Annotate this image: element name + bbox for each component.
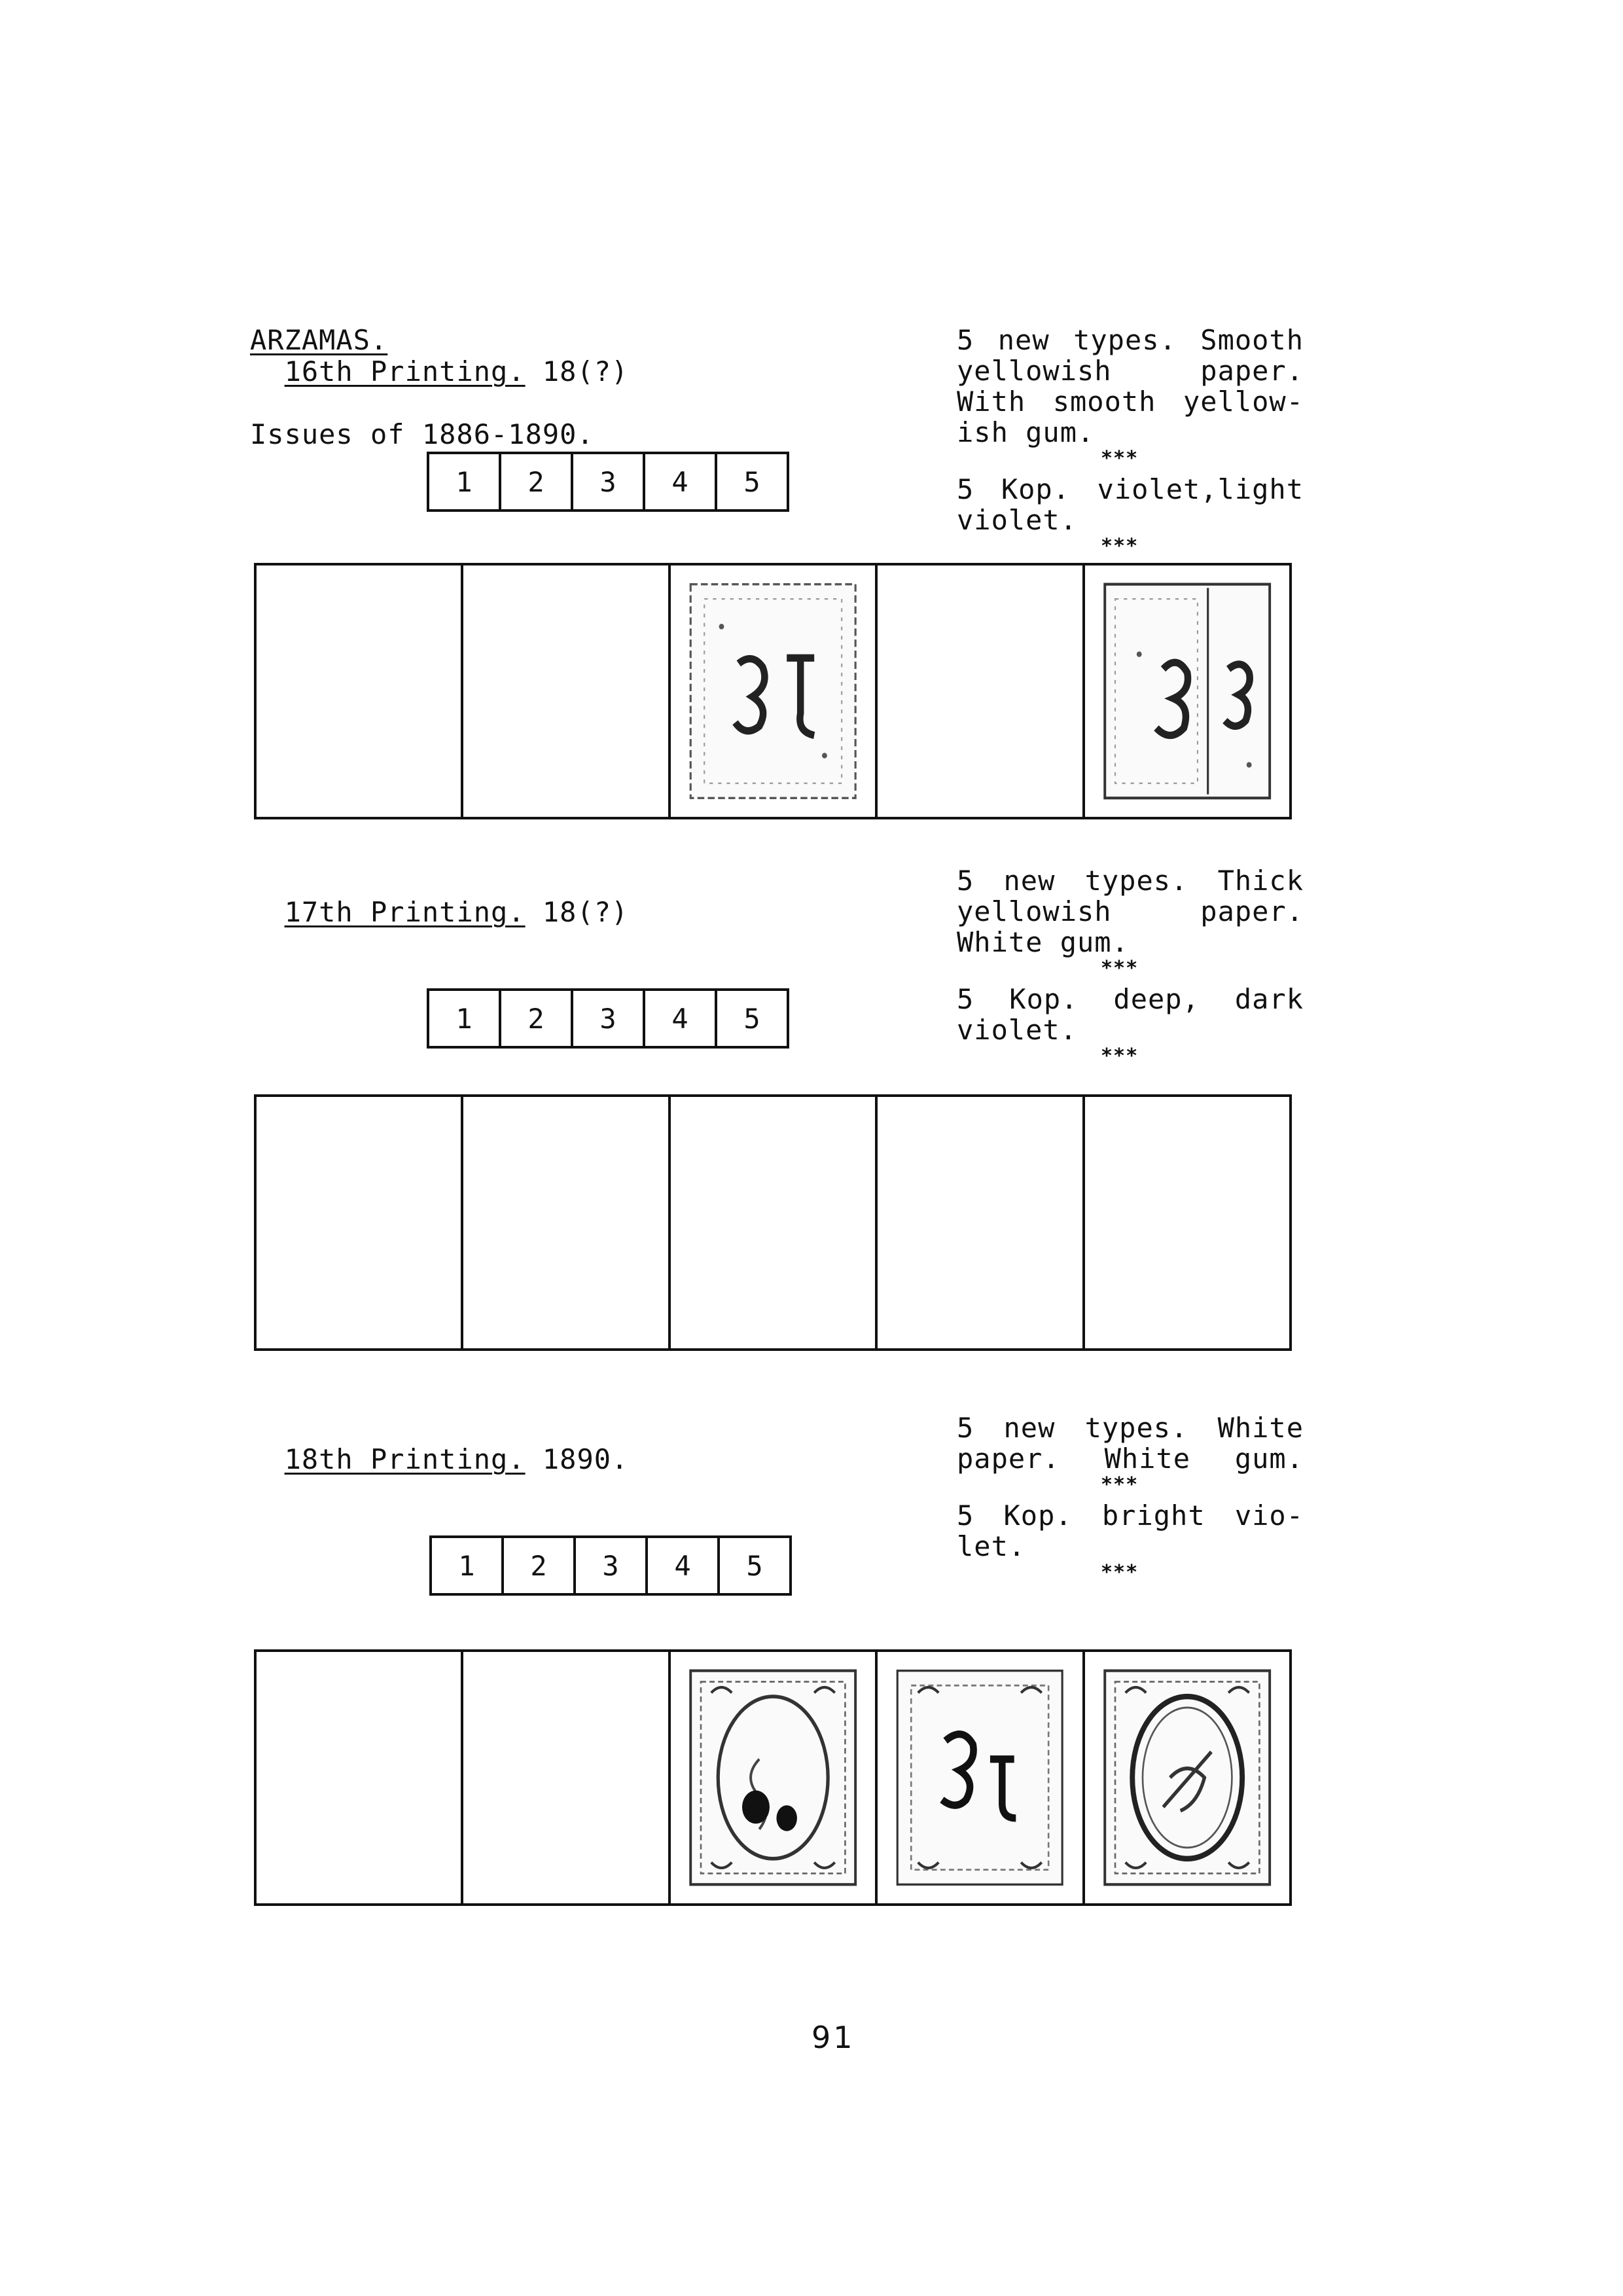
stamp-slot-5 bbox=[1085, 565, 1289, 817]
type-cell: 3 bbox=[573, 991, 645, 1046]
stamp-slot-2 bbox=[463, 1097, 670, 1348]
description-line: yellowish paper. bbox=[957, 355, 1304, 387]
type-number-box bbox=[427, 988, 789, 1049]
type-cell: 4 bbox=[645, 454, 717, 509]
description-line: ish gum. bbox=[957, 416, 1095, 448]
description-line: 5 new types. Smooth bbox=[957, 324, 1304, 356]
page-title: ARZAMAS. bbox=[250, 324, 388, 356]
stamp-strip-17th bbox=[254, 1094, 1292, 1351]
description-line: violet. bbox=[957, 504, 1078, 536]
page-subtitle: Issues of 1886-1890. bbox=[250, 418, 594, 450]
description-block-18th bbox=[957, 1412, 1304, 1584]
stamp-slot-4 bbox=[878, 1652, 1084, 1903]
stamp-slot-5 bbox=[1085, 1097, 1289, 1348]
description-line: let. bbox=[957, 1530, 1026, 1562]
stamp-strip-18th bbox=[254, 1649, 1292, 1906]
type-cell: 1 bbox=[429, 991, 501, 1046]
type-cell: 3 bbox=[576, 1538, 648, 1593]
description-line: With smooth yellow- bbox=[957, 386, 1304, 418]
type-cell: 5 bbox=[743, 1002, 760, 1035]
stamp-slot-1 bbox=[257, 565, 463, 817]
stamp-slot-5 bbox=[1085, 1652, 1289, 1903]
type-number-box bbox=[429, 1535, 792, 1596]
page-number: 91 bbox=[812, 2020, 855, 2055]
separator-stars: *** bbox=[1101, 957, 1139, 980]
stamp-slot-3 bbox=[671, 1652, 878, 1903]
printing-title: 16th Printing. bbox=[284, 355, 526, 387]
section-heading-17th bbox=[250, 865, 628, 928]
stamp-5-kop-icon bbox=[687, 581, 859, 802]
stamp-slot-2 bbox=[463, 565, 670, 817]
description-line: White gum. bbox=[957, 926, 1129, 958]
type-cell: 2 bbox=[501, 991, 573, 1046]
type-cell: 1 bbox=[429, 454, 501, 509]
description-line: yellowish paper. bbox=[957, 895, 1304, 927]
description-block-17th bbox=[957, 865, 1304, 1067]
description-line: 5 Kop. bright vio- bbox=[957, 1499, 1304, 1532]
printing-title: 18th Printing. bbox=[284, 1443, 526, 1475]
stamp-slot-4 bbox=[878, 565, 1084, 817]
stamp-slot-1 bbox=[257, 1097, 463, 1348]
separator-stars: *** bbox=[1101, 447, 1139, 470]
description-line: violet. bbox=[957, 1014, 1078, 1046]
type-cell: 5 bbox=[746, 1549, 763, 1582]
stamp-slot-2 bbox=[463, 1652, 670, 1903]
type-cell: 5 bbox=[743, 465, 760, 498]
separator-stars: *** bbox=[1101, 1473, 1139, 1496]
stamp-oval-icon bbox=[687, 1667, 859, 1888]
printing-date: 18(?) bbox=[542, 355, 629, 387]
type-number-box bbox=[427, 452, 789, 512]
type-cell: 3 bbox=[573, 454, 645, 509]
description-line: 5 Kop. deep, dark bbox=[957, 983, 1304, 1015]
stamp-5-kop-icon bbox=[894, 1667, 1065, 1888]
description-line: paper. White gum. bbox=[957, 1443, 1304, 1475]
printing-date: 18(?) bbox=[542, 896, 629, 928]
printing-date: 1890. bbox=[542, 1443, 629, 1475]
stamp-slot-1 bbox=[257, 1652, 463, 1903]
stamp-oval-icon bbox=[1101, 1667, 1273, 1888]
stamp-slot-4 bbox=[878, 1097, 1084, 1348]
stamp-pair-icon bbox=[1101, 581, 1273, 802]
type-cell: 2 bbox=[504, 1538, 576, 1593]
description-block-16th bbox=[957, 325, 1304, 558]
section-heading-18th bbox=[250, 1412, 628, 1475]
description-line: 5 new types. White bbox=[957, 1412, 1304, 1444]
stamp-slot-3 bbox=[671, 565, 878, 817]
stamp-strip-16th bbox=[254, 563, 1292, 819]
separator-stars: *** bbox=[1101, 1561, 1139, 1584]
type-cell: 4 bbox=[648, 1538, 720, 1593]
type-cell: 1 bbox=[432, 1538, 504, 1593]
separator-stars: *** bbox=[1101, 535, 1139, 558]
description-line: 5 Kop. violet,light bbox=[957, 473, 1304, 505]
description-line: 5 new types. Thick bbox=[957, 865, 1304, 897]
type-cell: 4 bbox=[645, 991, 717, 1046]
section-heading-16th bbox=[250, 325, 628, 387]
type-cell: 2 bbox=[501, 454, 573, 509]
separator-stars: *** bbox=[1101, 1045, 1139, 1067]
printing-title: 17th Printing. bbox=[284, 896, 526, 928]
stamp-slot-3 bbox=[671, 1097, 878, 1348]
